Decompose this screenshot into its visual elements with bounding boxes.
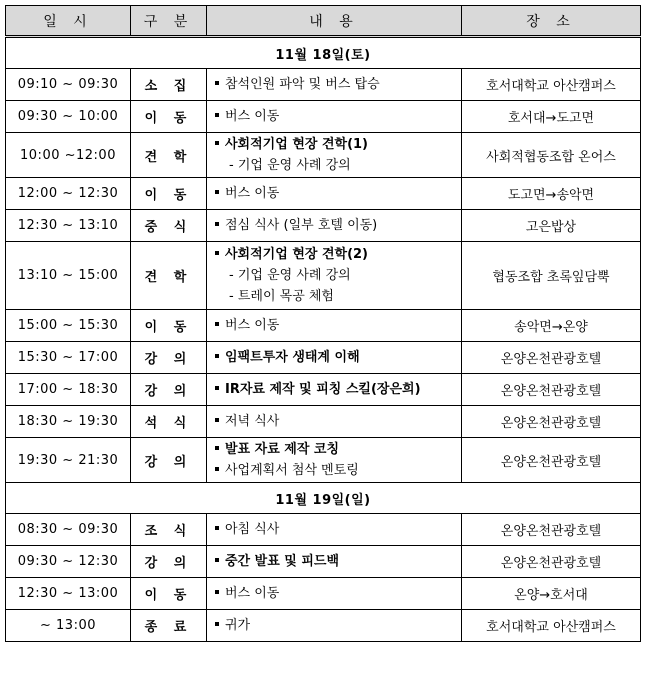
content-cell [207, 69, 462, 101]
category-cell: 조 식 [131, 514, 207, 546]
place-cell: 온양온천관광호텔 [462, 546, 641, 578]
bullet-icon [215, 354, 219, 358]
time-cell: 15:00 ~ 15:30 [6, 310, 131, 342]
date-row [6, 483, 641, 514]
place-cell: 호서대→도고면 [462, 101, 641, 133]
bullet-icon [215, 113, 219, 117]
category-cell: 견 학 [131, 133, 207, 178]
schedule-row [6, 310, 641, 342]
content-cell [207, 310, 462, 342]
schedule-row [6, 578, 641, 610]
content-line [213, 106, 457, 127]
content-text: 발표 자료 제작 코칭 [225, 442, 340, 457]
time-cell: 19:30 ~ 21:30 [6, 438, 131, 483]
place-cell: 고은밥상 [462, 210, 641, 242]
content-text: 사업계획서 첨삭 멘토링 [225, 463, 359, 478]
schedule-row [6, 133, 641, 178]
time-cell: 12:30 ~ 13:00 [6, 578, 131, 610]
place-cell: 도고면→송악면 [462, 178, 641, 210]
content-cell [207, 438, 462, 483]
date-heading: 11월 18일(토) [6, 37, 641, 69]
bullet-icon [215, 526, 219, 530]
schedule-container [5, 5, 641, 642]
content-line [213, 347, 457, 368]
category-cell: 종 료 [131, 610, 207, 642]
content-cell [207, 374, 462, 406]
content-line [213, 439, 457, 460]
content-text: 버스 이동 [225, 186, 280, 201]
time-cell: 12:30 ~ 13:10 [6, 210, 131, 242]
bullet-icon [215, 446, 219, 450]
place-cell: 온양온천관광호텔 [462, 374, 641, 406]
bullet-icon [215, 590, 219, 594]
content-text: 점심 식사 (일부 호텔 이동) [225, 218, 378, 233]
content-text: - 기업 운영 사례 강의 [229, 268, 351, 283]
content-cell [207, 101, 462, 133]
content-text: 버스 이동 [225, 109, 280, 124]
content-text: 참석인원 파악 및 버스 탑승 [225, 77, 380, 92]
place-cell: 온양온천관광호텔 [462, 438, 641, 483]
bullet-icon [215, 141, 219, 145]
bullet-icon [215, 467, 219, 471]
content-cell [207, 210, 462, 242]
content-cell [207, 242, 462, 310]
place-cell: 호서대학교 아산캠퍼스 [462, 69, 641, 101]
header-content: 내 용 [207, 6, 462, 37]
date-row [6, 37, 641, 69]
bullet-icon [215, 322, 219, 326]
place-cell: 온양온천관광호텔 [462, 406, 641, 438]
category-cell: 이 동 [131, 578, 207, 610]
bullet-icon [215, 222, 219, 226]
content-cell [207, 546, 462, 578]
content-text: - 트레이 목공 체험 [229, 289, 334, 304]
time-cell: 18:30 ~ 19:30 [6, 406, 131, 438]
schedule-table [5, 5, 641, 642]
time-cell: 09:30 ~ 12:30 [6, 546, 131, 578]
category-cell: 강 의 [131, 546, 207, 578]
content-line [213, 74, 457, 95]
content-cell [207, 610, 462, 642]
content-text: 중간 발표 및 피드백 [225, 554, 340, 569]
place-cell: 협동조합 초록잎담뿍 [462, 242, 641, 310]
content-text: 아침 식사 [225, 522, 280, 537]
content-cell [207, 578, 462, 610]
content-text: 임팩트투자 생태계 이해 [225, 350, 360, 365]
schedule-row [6, 438, 641, 483]
category-cell: 이 동 [131, 178, 207, 210]
place-cell: 온양온천관광호텔 [462, 514, 641, 546]
content-cell [207, 406, 462, 438]
content-line [213, 134, 457, 155]
time-cell: 09:10 ~ 09:30 [6, 69, 131, 101]
time-cell: 17:00 ~ 18:30 [6, 374, 131, 406]
header-time: 일 시 [6, 6, 131, 37]
content-text: 사회적기업 현장 견학(1) [225, 137, 369, 152]
place-cell: 송악면→온양 [462, 310, 641, 342]
content-line [213, 411, 457, 432]
place-cell: 온양온천관광호텔 [462, 342, 641, 374]
bullet-icon [215, 622, 219, 626]
content-line [213, 244, 457, 265]
header-row [6, 6, 641, 37]
place-cell: 사회적협동조합 온어스 [462, 133, 641, 178]
schedule-row [6, 210, 641, 242]
time-cell: 15:30 ~ 17:00 [6, 342, 131, 374]
content-line [213, 265, 457, 286]
content-cell [207, 514, 462, 546]
content-line [213, 519, 457, 540]
place-cell: 온양→호서대 [462, 578, 641, 610]
content-text: - 기업 운영 사례 강의 [229, 158, 351, 173]
date-heading: 11월 19일(일) [6, 483, 641, 514]
header-place: 장 소 [462, 6, 641, 37]
category-cell: 강 의 [131, 342, 207, 374]
category-cell: 소 집 [131, 69, 207, 101]
content-text: IR자료 제작 및 피칭 스킬(장은희) [225, 382, 421, 397]
content-line [213, 286, 457, 307]
bullet-icon [215, 81, 219, 85]
content-line [213, 315, 457, 336]
time-cell: 09:30 ~ 10:00 [6, 101, 131, 133]
content-cell [207, 342, 462, 374]
category-cell: 중 식 [131, 210, 207, 242]
bullet-icon [215, 190, 219, 194]
content-line [213, 155, 457, 176]
content-line [213, 460, 457, 481]
content-line [213, 583, 457, 604]
content-text: 사회적기업 현장 견학(2) [225, 247, 369, 262]
category-cell: 견 학 [131, 242, 207, 310]
content-cell [207, 133, 462, 178]
category-cell: 이 동 [131, 310, 207, 342]
time-cell: 10:00 ~12:00 [6, 133, 131, 178]
bullet-icon [215, 251, 219, 255]
place-cell: 호서대학교 아산캠퍼스 [462, 610, 641, 642]
content-line [213, 379, 457, 400]
category-cell: 강 의 [131, 438, 207, 483]
content-line [213, 215, 457, 236]
schedule-row [6, 374, 641, 406]
time-cell: 13:10 ~ 15:00 [6, 242, 131, 310]
content-line [213, 551, 457, 572]
header-category: 구 분 [131, 6, 207, 37]
content-line [213, 615, 457, 636]
content-cell [207, 178, 462, 210]
time-cell: 12:00 ~ 12:30 [6, 178, 131, 210]
schedule-row [6, 342, 641, 374]
bullet-icon [215, 558, 219, 562]
content-text: 귀가 [225, 618, 251, 633]
content-line [213, 183, 457, 204]
time-cell: 08:30 ~ 09:30 [6, 514, 131, 546]
schedule-row [6, 610, 641, 642]
category-cell: 강 의 [131, 374, 207, 406]
content-text: 저녁 식사 [225, 414, 280, 429]
content-text: 버스 이동 [225, 318, 280, 333]
schedule-row [6, 514, 641, 546]
schedule-body [6, 37, 641, 642]
schedule-row [6, 69, 641, 101]
schedule-row [6, 546, 641, 578]
schedule-row [6, 242, 641, 310]
time-cell: ~ 13:00 [6, 610, 131, 642]
schedule-row [6, 406, 641, 438]
schedule-row [6, 101, 641, 133]
bullet-icon [215, 386, 219, 390]
category-cell: 이 동 [131, 101, 207, 133]
category-cell: 석 식 [131, 406, 207, 438]
bullet-icon [215, 418, 219, 422]
content-text: 버스 이동 [225, 586, 280, 601]
schedule-row [6, 178, 641, 210]
